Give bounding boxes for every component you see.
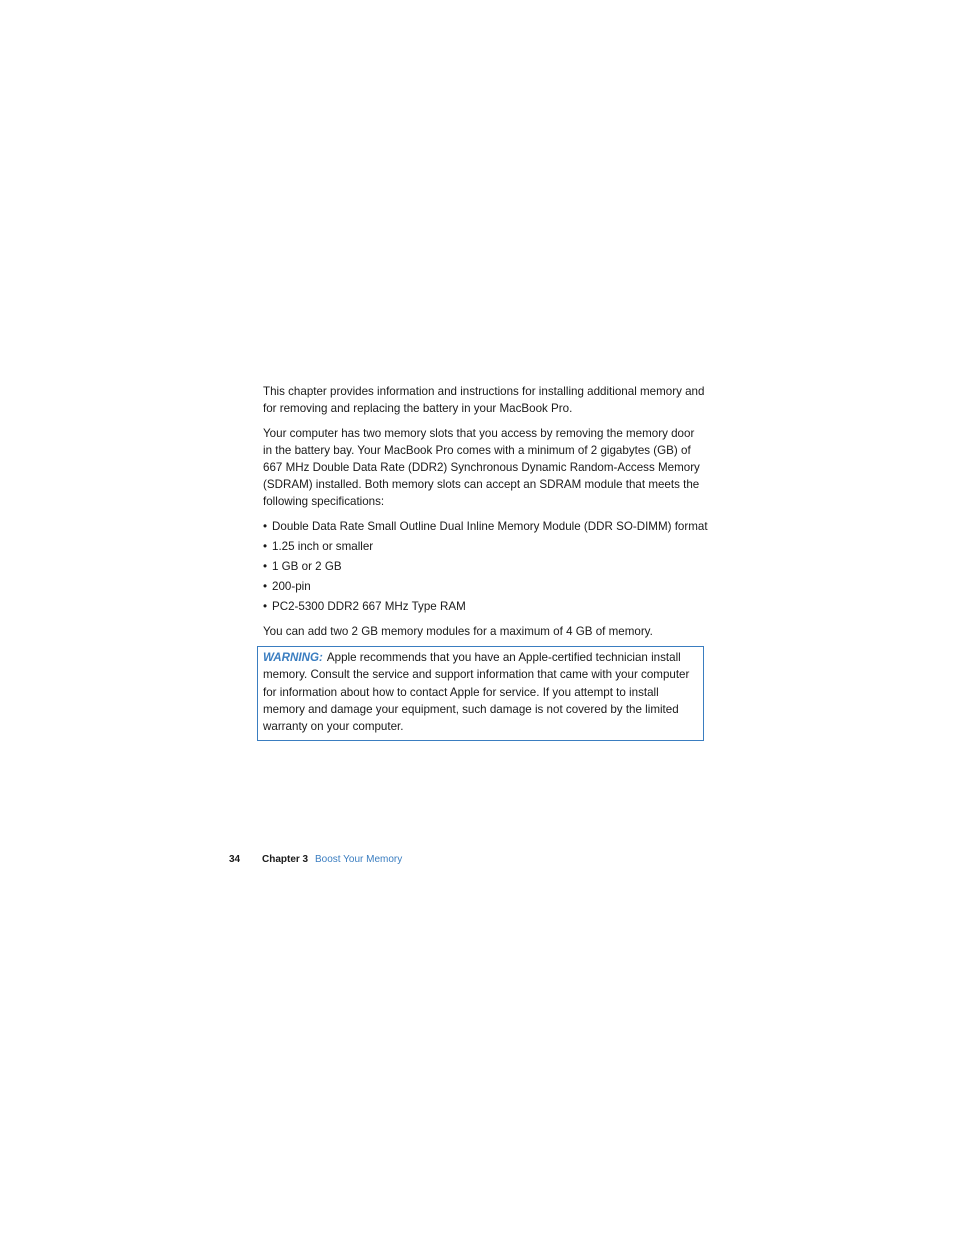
intro-paragraph: This chapter provides information and instructions for installing additional memory and for removing and replacing the battery in your MacBook Pro. [263, 385, 705, 415]
warning-label: WARNING: [263, 651, 323, 664]
chapter-title-link[interactable]: Boost Your Memory [315, 854, 403, 865]
spec-text: 1 GB or 2 GB [272, 560, 342, 573]
list-item [263, 598, 705, 615]
warning-box [257, 646, 704, 741]
main-content [263, 383, 708, 648]
spec-text: Double Data Rate Small Outline Dual Inline Memory Module (DDR SO-DIMM) format [272, 520, 708, 533]
list-item [263, 578, 705, 595]
bullet-icon: • [263, 600, 268, 613]
spec-text: 200-pin [272, 580, 311, 593]
bullet-icon: • [263, 560, 268, 573]
bullet-icon: • [263, 580, 268, 593]
memory-slots-paragraph: Your computer has two memory slots that you access by removing the memory door in the battery bay. Your MacBook Pro comes with a minimum of 2 gigabytes (GB) of 667 MHz Double Data Rate (DDR2) Synchronous Dynamic Random-Access Memory (SDRAM) installed. Both memory slots can accept an SDRAM module that meets the following specifications: [263, 427, 700, 508]
warning-text: Apple recommends that you have an Apple-certified technician install memory. Consult the service and support information that came with your computer for information about how to contact Apple for service. If you attempt to install memory and damage your equipment, such damage is not covered by the limited warranty on your computer. [263, 651, 690, 734]
bullet-icon: • [263, 520, 268, 533]
list-item [263, 538, 705, 555]
chapter-label: Chapter 3 [262, 854, 309, 865]
bullet-icon: • [263, 540, 268, 553]
memory-spec-list [263, 518, 708, 615]
spec-text: 1.25 inch or smaller [272, 540, 374, 553]
spec-text: PC2-5300 DDR2 667 MHz Type RAM [272, 600, 466, 613]
list-item [263, 558, 705, 575]
page-number: 34 [229, 854, 241, 865]
list-item [263, 518, 708, 535]
max-memory-paragraph: You can add two 2 GB memory modules for a maximum of 4 GB of memory. [263, 625, 653, 638]
